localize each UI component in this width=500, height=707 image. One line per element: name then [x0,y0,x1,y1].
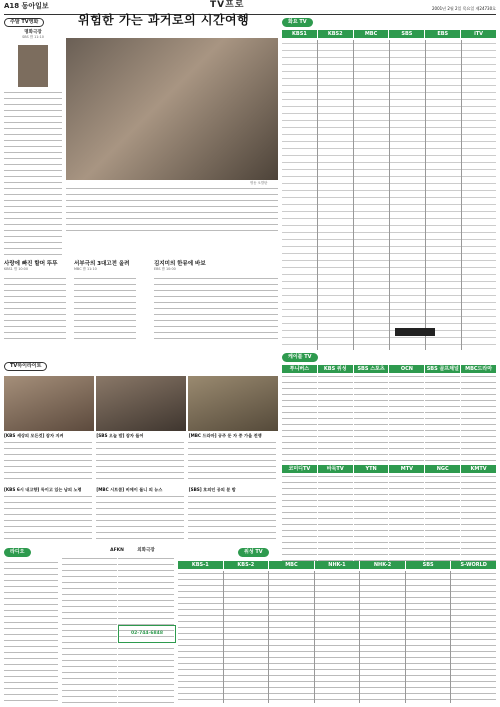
sat-ch-2: KBS-2 [224,561,269,569]
sat-ch-4: NHK-1 [315,561,360,569]
sat-tag: 위성 TV [238,548,269,557]
cable-grid [282,365,496,564]
review-title-1: 사랑에 빠진 할머 뚜뚜 [4,261,58,267]
tv-tag: 화요 TV [282,18,313,27]
hl-title-3: [MBC 드라마] 공주 둔 자 중 가을 전쟁 [188,433,262,438]
section-title: TV프로 [210,0,245,10]
afkn-title: AFKN [110,548,124,553]
cable-tv [282,353,496,362]
sat-ch-5: NHK-2 [360,561,405,569]
hl-titles-row-2 [4,487,278,492]
foreign-movie-title: 외화극장 [137,548,155,553]
sat-ch-6: SBS [406,561,451,569]
feature-headline: 위험한 가는 과거로의 시간여행 [78,13,250,27]
foreign-movie [118,548,174,553]
hl-photo-2 [96,376,186,431]
cable-ch-5: SBS 골프채널 [426,366,459,372]
hl-photo-3 [188,376,278,431]
sat-ch-3: MBC [269,561,314,569]
review-sub-2: MBC 밤 11:10 [74,267,97,271]
hl-title-2: [SBS 오늘 밤] 잠자 들어 [96,433,144,438]
issue-date: 2001년 2월 2일 목요일 제24730호 [432,6,496,11]
cable-ch-2: KBS 위성 [318,365,353,373]
feature-body-text [66,186,278,236]
movie-review-text [4,90,62,255]
cable-ch-6: MBC드라마 [461,365,496,373]
section-tag: 주말 TV영화 [4,18,44,27]
ad-strip [395,328,435,336]
hl-title-1: [KBS 세상의 모든것] 잠자 지켜 [4,433,64,438]
radio-guide [4,548,58,557]
radio-listing [4,560,58,703]
cable-ch-4: OCN [389,365,424,373]
ch-sbs: SBS [389,30,424,38]
movie-reviews-row [4,262,278,350]
tv-highlight [4,362,278,371]
sat-listing [178,571,496,703]
ch-mbc: MBC [354,30,389,38]
cable-ch-7: 코미디TV [282,465,317,473]
hl-title-4: [KBS 6시 내고향] 독이고 있는 남의 노령 [4,487,82,492]
weekend-movies [4,18,62,40]
cable-tag: 케이블 TV [282,353,318,362]
photo-caption: 명동 오발탄 [250,181,268,185]
main-tv-schedule [282,18,496,27]
hl-photo-1 [4,376,94,431]
hl-title-6: [SBS] 호의인 공의 분 밤 [188,487,236,492]
afkn-listing [62,556,117,703]
cable-ch-12: KMTV [461,465,496,473]
feature-headline-block [78,13,278,27]
ch-kbs1: KBS1 [282,30,317,38]
radio-tag: 라디오 [4,548,31,557]
feature-photo [66,38,278,180]
movie-title: 명화극장 [24,30,42,35]
review-title-2: 서부극의 3대고전 올려 [74,261,130,267]
sat-ch-1: KBS-1 [178,561,223,569]
satellite-tv [238,548,338,557]
cable-ch-10: MTV [389,465,424,473]
cable-ch-8: 바둑TV [318,465,353,473]
hl-titles-row-1 [4,433,278,438]
sat-headers [178,561,496,569]
channel-headers [282,30,496,38]
movie-poster [18,45,48,87]
review-sub-3: EBS 밤 10:00 [154,267,176,271]
page-number: A18 동아일보 [4,2,49,10]
review-title-3: 김지미의 한뮤에 바보 [154,261,206,267]
movie-time: SBS 밤 11:10 [22,35,44,39]
ch-itv: iTV [461,30,496,38]
cable-ch-1: 투니버스 [282,365,317,373]
cable-ch-9: YTN [354,465,389,473]
ch-ebs: EBS [425,30,460,38]
review-sub-1: KBS1 밤 10:00 [4,267,29,271]
hl-tag: TV하이라이트 [4,362,47,371]
phone-ad: 02-744-6848 [118,625,176,643]
ch-kbs2: KBS2 [318,30,353,38]
sat-ch-7: S-WORLD [451,561,496,569]
hl-title-5: [MBC 시트콤] 비에이 돌니 의 뉴스 [96,487,163,492]
cable-ch-3: SBS 스포츠 [354,365,389,373]
cable-ch-11: NGC [425,465,460,473]
